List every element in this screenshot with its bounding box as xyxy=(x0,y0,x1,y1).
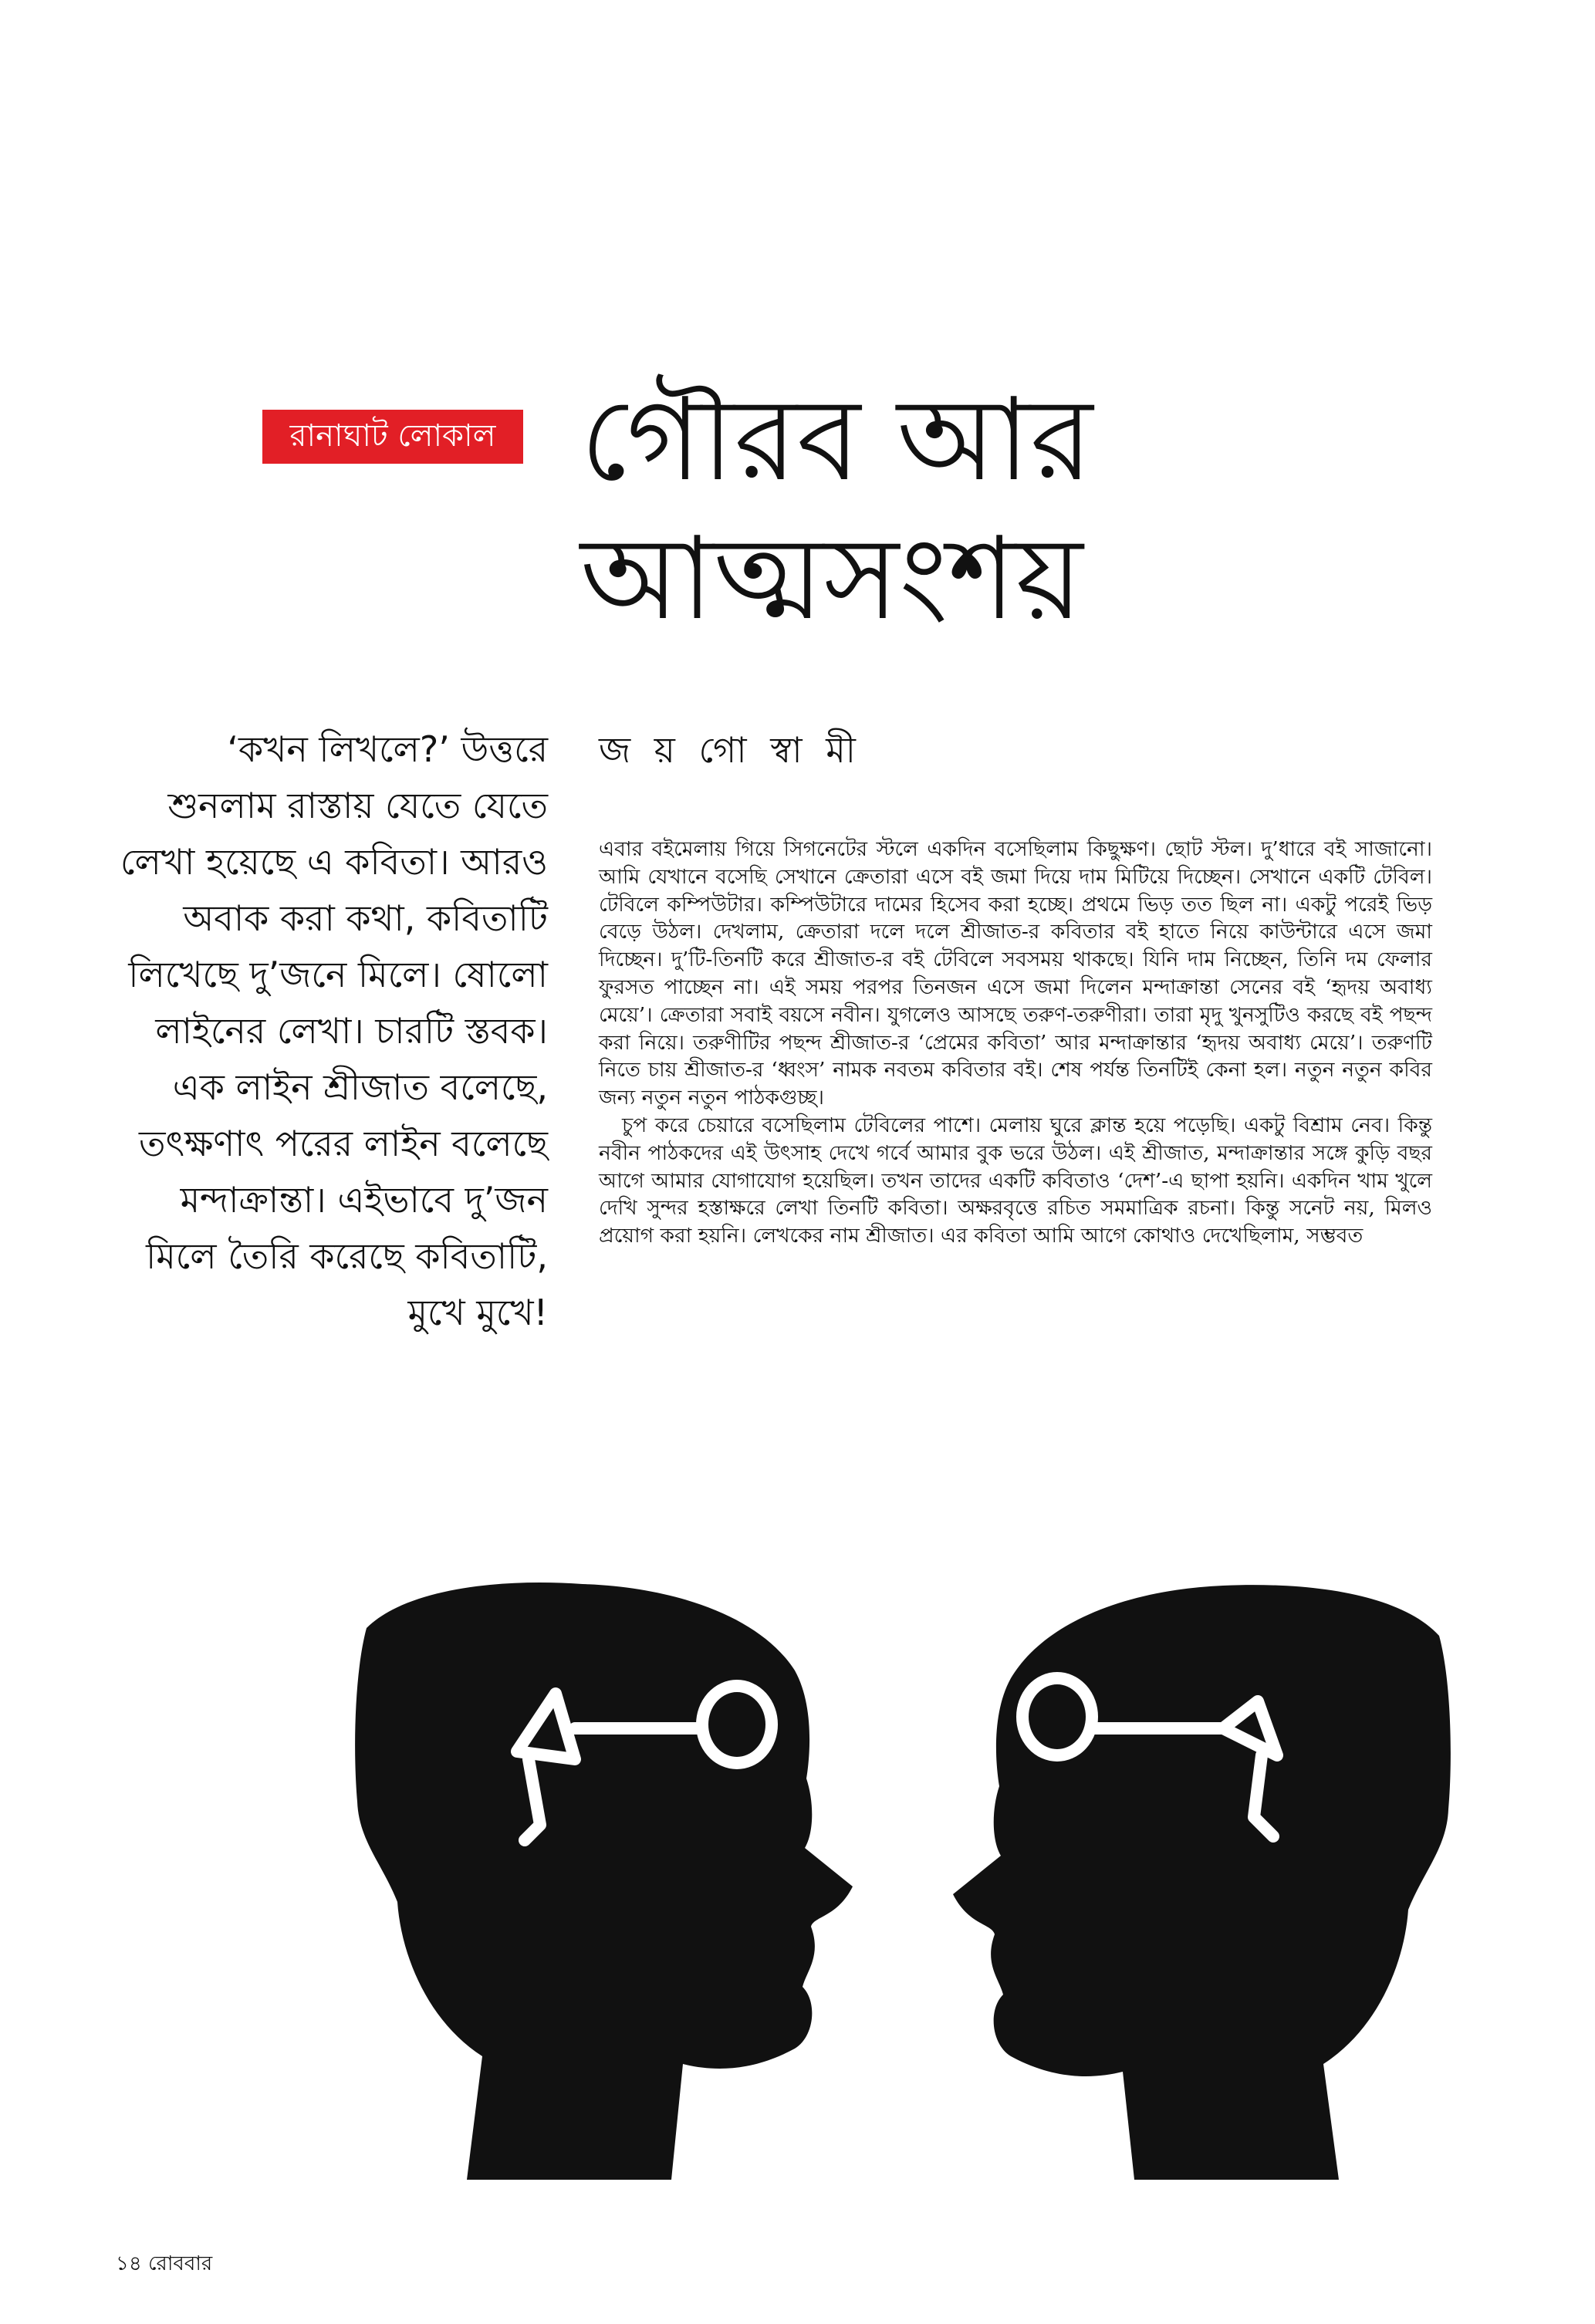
article-paragraph-2: চুপ করে চেয়ারে বসেছিলাম টেবিলের পাশে। মেলায় ঘুরে ক্লান্ত হয়ে পড়েছি। একটু বিশ্রাম নেব। কিন্তু নবীন পাঠকদের এই উৎসাহ দেখে গর্বে আমার বুক ভরে উঠল। এই শ্রীজাত, মন্দাক্রান্তার সঙ্গে কুড়ি বছর আগে আমার যোগাযোগ হয়েছিল। তখন তাদের একটি কবিতাও ‘দেশ’-এ ছাপা হয়নি। একদিন খাম খুলে দেখি সুন্দর হস্তাক্ষরে লেখা তিনটি কবিতা। অক্ষরবৃত্তে রচিত সমমাত্রিক রচনা। কিন্তু সনেট নয়, মিলও প্রয়োগ করা হয়নি। লেখকের নাম শ্রীজাত। এর কবিতা আমি আগে কোথাও দেখেছিলাম, সম্ভবত xyxy=(599,1113,1432,1248)
byline: জ য় গো স্বা মী xyxy=(599,729,862,771)
pull-quote: ‘কখন লিখলে?’ উত্তরে শুনলাম রাস্তায় যেতে যেতে লেখা হয়েছে এ কবিতা। আরও অবাক করা কথা, কবিতাটি লিখেছে দু’জনে মিলে। ষোলো লাইনের লেখা। চারটি স্তবক। এক লাইন শ্রীজাত বলেছে, তৎক্ষণাৎ পরের লাইন বলেছে মন্দাক্রান্তা। এইভাবে দু’জন মিলে তৈরি করেছে কবিতাটি, মুখে মুখে! xyxy=(120,728,548,1333)
article-body xyxy=(599,836,1432,1250)
section-tag: রানাঘাট লোকাল xyxy=(262,410,523,464)
article-paragraph-1: এবার বইমেলায় গিয়ে সিগনেটের স্টলে একদিন বসেছিলাম কিছুক্ষণ। ছোট স্টল। দু’ধারে বই সাজানো। আমি যেখানে বসেছি সেখানে ক্রেতারা এসে বই জমা দিয়ে দাম মিটিয়ে দিচ্ছেন। সেখানে একটি টেবিল। টেবিলে কম্পিউটার। কম্পিউটারে দামের হিসেব করা হচ্ছে। প্রথমে ভিড় তত ছিল না। একটু পরেই ভিড় বেড়ে উঠল। দেখলাম, ক্রেতারা দলে দলে শ্রীজাত-র কবিতার বই হাতে নিয়ে কাউন্টারে এসে জমা দিচ্ছেন। দু’টি-তিনটি করে শ্রীজাত-র বই টেবিলে সবসময় থাকছে। যিনি দাম নিচ্ছেন, তিনি দম ফেলার ফুরসত পাচ্ছেন না। এই সময় পরপর তিনজন এসে জমা দিলেন মন্দাক্রান্তা সেনের বই ‘হৃদয় অবাধ্য মেয়ে’। ক্রেতারা সবাই বয়সে নবীন। যুগলেও আসছে তরুণ-তরুণীরা। তারা মৃদু খুনসুটিও করছে বই পছন্দ করা নিয়ে। তরুণীটির পছন্দ শ্রীজাত-র ‘প্রেমের কবিতা’ আর মন্দাক্রান্তার ‘হৃদয় অবাধ্য মেয়ে’। তরুণটি নিতে চায় শ্রীজাত-র ‘ধ্বংস’ নামক নবতম কবিতার বই। শেষ পর্যন্ত তিনটিই কেনা হল। নতুন নতুন কবির জন্য নতুন নতুন পাঠকগুচ্ছ। xyxy=(599,837,1432,1110)
left-head-silhouette xyxy=(355,1583,853,2180)
page-folio: ১৪ রোববার xyxy=(116,2252,213,2275)
two-heads-illustration xyxy=(351,1570,1455,2187)
right-head-silhouette xyxy=(953,1585,1451,2180)
headline: গৌরব আর আত্মসংশয় xyxy=(580,373,1093,645)
